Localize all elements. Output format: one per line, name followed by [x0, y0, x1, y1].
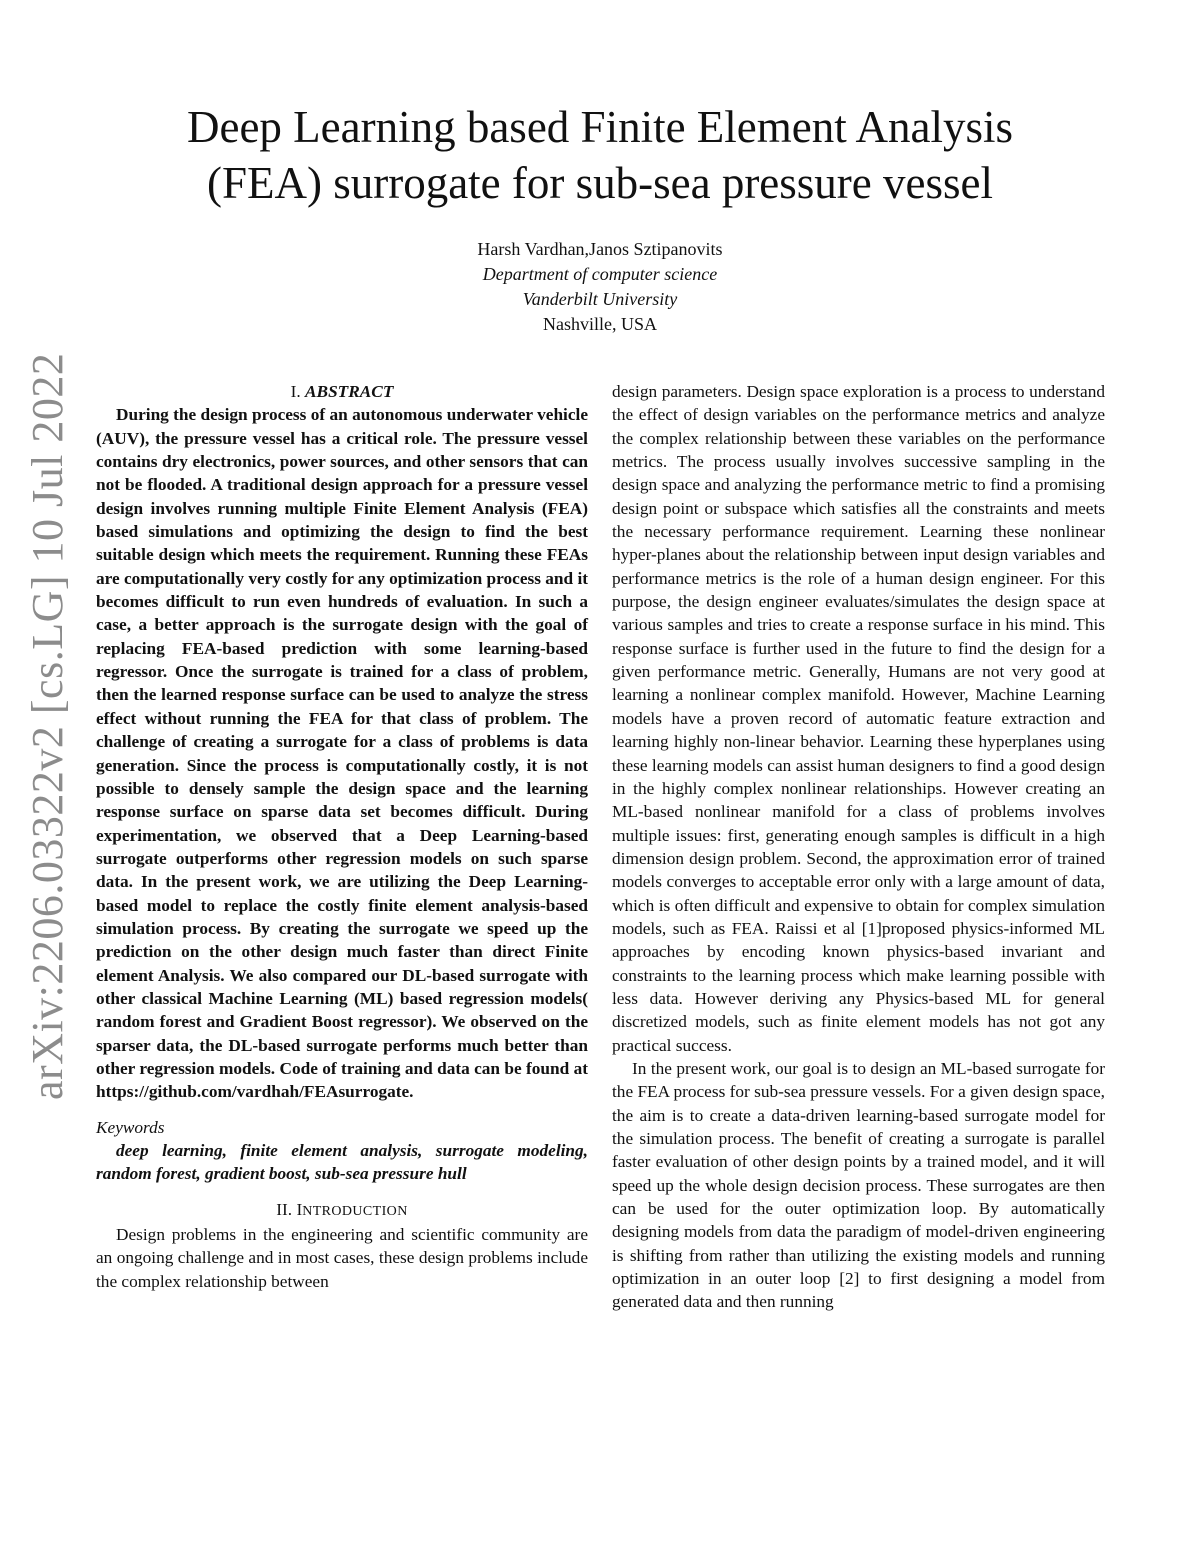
left-column	[96, 380, 588, 1293]
abstract-heading	[96, 380, 588, 403]
introduction-number: II.	[276, 1199, 293, 1219]
introduction-heading	[96, 1198, 588, 1223]
paper-title	[100, 99, 1100, 211]
abstract-body: During the design process of an autonomous underwater vehicle (AUV), the pressure vessel has a critical role. The pressure vessel contains dry electronics, power sources, and other sensors that can not be flooded. A traditional design approach for a pressure vessel design involves running multiple Finite Element Analysis (FEA) based simulations and optimizing the design to find the best suitable design which meets the requirement. Running these FEAs are computationally very costly for any optimization process and it becomes difficult to run even hundreds of evaluation. In such a case, a better approach is the surrogate design with the goal of replacing FEA-based prediction with some learning-based regressor. Once the surrogate is trained for a class of problem, then the learned response surface can be used to analyze the stress effect without running the FEA for that class of problem. The challenge of creating a surrogate for a class of problems is data generation. Since the process is computationally costly, it is not possible to densely sample the design space and the learning response surface on sparse data set becomes difficult. During experimentation, we observed that a Deep Learning-based surrogate outperforms other regression models on such sparse data. In the present work, we are utilizing the Deep Learning-based model to replace the costly finite element analysis-based simulation process. By creating the surrogate we speed up the prediction on the other design much faster than direct Finite element Analysis. We also compared our DL-based surrogate with other classical Machine Learning (ML) based regression models( random forest and Gradient Boost regressor). We observed on the sparser data, the DL-based surrogate performs much better than other regression models. Code of training and data can be found at https://github.com/vardhah/FEAsurrogate.	[96, 405, 589, 1102]
affiliation-university: Vanderbilt University	[522, 289, 678, 309]
title-line-2: (FEA) surrogate for sub-sea pressure vessel	[206, 158, 993, 208]
abstract-title: ABSTRACT	[305, 382, 394, 401]
keywords-list: deep learning, finite element analysis, surrogate modeling, random forest, gradient boost, sub-sea pressure hull	[96, 1141, 588, 1184]
right-column-paragraph-1: design parameters. Design space exploration is a process to understand the effect of design variables on the performance metrics and analyze the complex relationship between these variables on the performance metrics. The process usually involves successive sampling in the design space and analyzing the performance metric to find a promising design point or subspace which satisfies all the constraints and meets the necessary performance requirement. Learning these nonlinear hyper-planes about the relationship between input design variables and performance metrics is the role of a human design engineer. For this purpose, the design engineer evaluates/simulates the design space at various samples and tries to create a response surface in his mind. This response surface is further used in the future to find the design for a given performance metric. Generally, Humans are not very good at learning a nonlinear complex manifold. However, Machine Learning models have a proven record of automatic feature extraction and learning highly non-linear behavior. Learning these hyperplanes using these learning models can assist human designers to find a good design in the highly complex nonlinear relationships. However creating an ML-based nonlinear manifold for a class of problems involves multiple issues: first, generating enough samples is difficult in a high dimension design problem. Second, the approximation error of trained models converges to acceptable error only with a large amount of data, which is often difficult and expensive to obtain for complex simulation models, such as FEA. Raissi et al [1]proposed physics-informed ML approaches by encoding known physics-based invariant and constraints to the learning process which make learning possible with less data. However deriving any Physics-based ML for general discretized models, such as finite element models has not got any practical success.	[612, 382, 1105, 1055]
keywords-label: Keywords	[96, 1117, 165, 1137]
arxiv-identifier: arXiv:2206.03322v2 [cs.LG] 10 Jul 2022	[23, 352, 72, 1100]
right-column	[612, 380, 1105, 1314]
introduction-paragraph: Design problems in the engineering and scientific community are an ongoing challenge and in most cases, these design problems include the complex relationship between	[96, 1225, 588, 1291]
abstract-number: I.	[290, 382, 301, 401]
affiliation-department: Department of computer science	[482, 264, 718, 284]
author-names: Harsh Vardhan,Janos Sztipanovits	[477, 239, 723, 259]
affiliation-location: Nashville, USA	[543, 314, 657, 334]
author-block	[300, 237, 900, 337]
introduction-title-rest: NTRODUCTION	[302, 1203, 408, 1219]
introduction-first-letter: I	[296, 1199, 303, 1219]
right-column-paragraph-2: In the present work, our goal is to design an ML-based surrogate for the FEA process for sub-sea pressure vessels. For a given design space, the aim is to create a data-driven learning-based surrogate model for the simulation process. The benefit of creating a surrogate is parallel faster evaluation of other design points by a trained model, and it will speed up the whole design decision process. These surrogates are then can be used for the outer optimization loop. By automatically designing models from data the paradigm of model-driven engineering is shifting from rather than utilizing the existing models and running optimization in an outer loop [2] to first designing a model from generated data and then running	[612, 1058, 1105, 1312]
title-line-1: Deep Learning based Finite Element Analysis	[186, 102, 1014, 152]
